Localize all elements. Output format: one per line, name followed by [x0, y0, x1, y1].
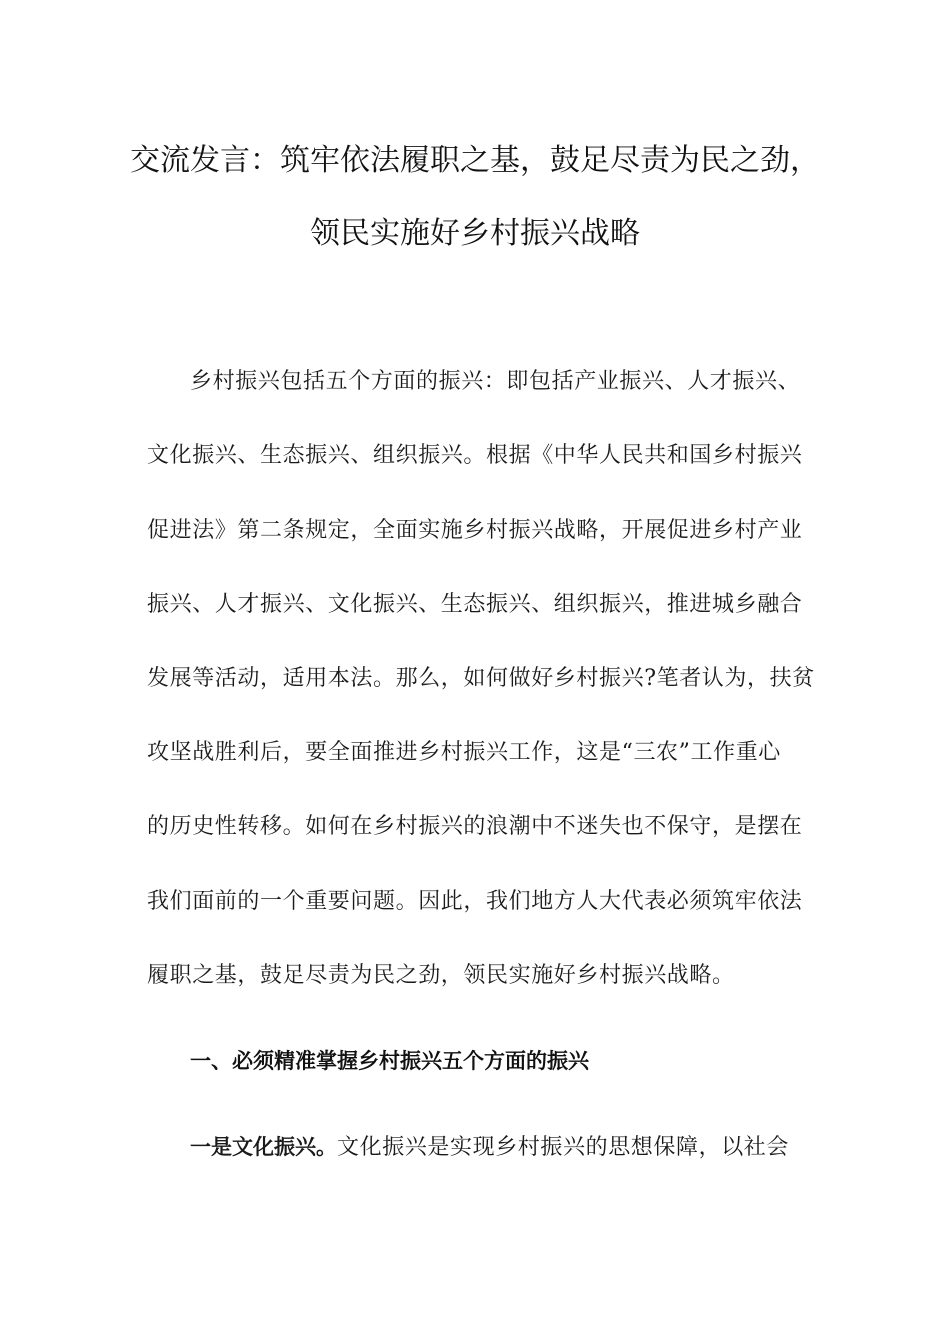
point-one-lead: 一是文化振兴。: [190, 1135, 337, 1159]
document-title-line-1: 交流发言：筑牢依法履职之基，鼓足尽责为民之劲，: [130, 143, 820, 178]
paragraph-line: 的历史性转移。如何在乡村振兴的浪潮中不迷失也不保守，是摆在: [147, 814, 803, 839]
document-title-line-2: 领民实施好乡村振兴战略: [310, 216, 640, 251]
point-one-text: 文化振兴是实现乡村振兴的思想保障，以社会: [337, 1135, 790, 1160]
paragraph-line: 我们面前的一个重要问题。因此，我们地方人大代表必须筑牢依法: [147, 889, 803, 914]
point-one-paragraph: [190, 1130, 850, 1161]
paragraph-line: 发展等活动，适用本法。那么，如何做好乡村振兴?笔者认为，扶贫: [147, 666, 815, 691]
paragraph-line: 履职之基，鼓足尽责为民之劲，领民实施好乡村振兴战略。: [147, 963, 735, 988]
paragraph-line: 乡村振兴包括五个方面的振兴：即包括产业振兴、人才振兴、: [190, 369, 801, 394]
section-heading: 一、必须精准掌握乡村振兴五个方面的振兴: [190, 1049, 589, 1073]
paragraph-line: 攻坚战胜利后，要全面推进乡村振兴工作，这是“三农”工作重心: [147, 740, 781, 765]
paragraph-line: 促进法》第二条规定，全面实施乡村振兴战略，开展促进乡村产业: [147, 518, 803, 543]
paragraph-line: 文化振兴、生态振兴、组织振兴。根据《中华人民共和国乡村振兴: [147, 443, 803, 468]
paragraph-line: 振兴、人才振兴、文化振兴、生态振兴、组织振兴，推进城乡融合: [147, 592, 803, 617]
